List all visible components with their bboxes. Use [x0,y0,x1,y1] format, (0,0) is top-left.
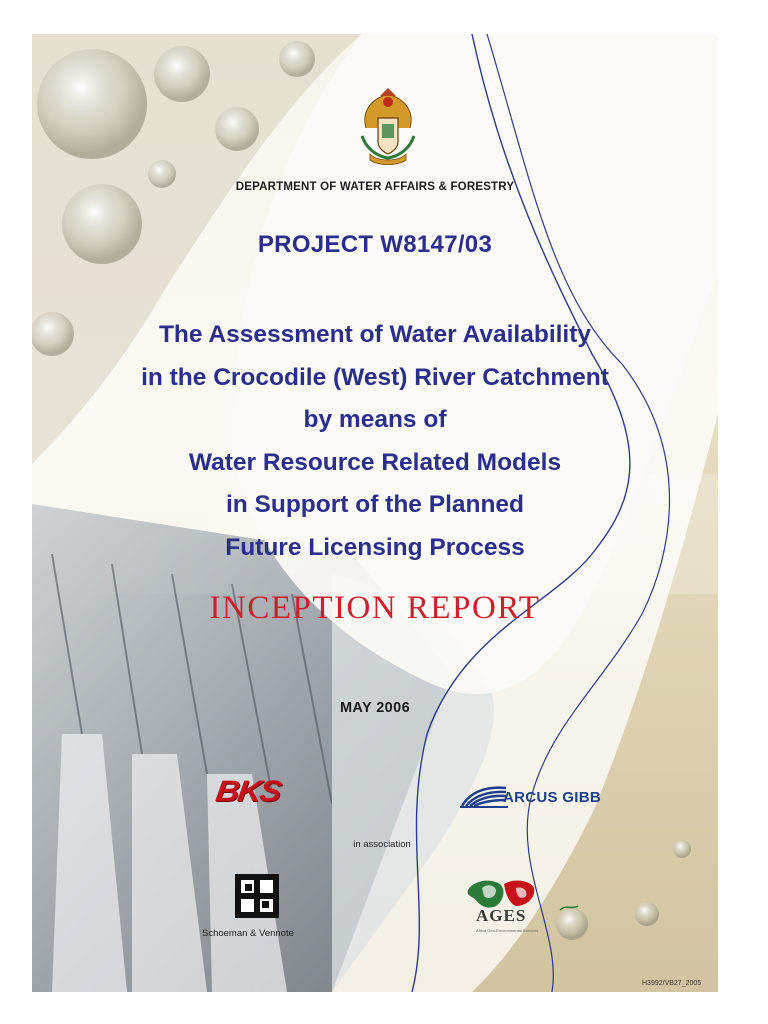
project-number: PROJECT W8147/03 [257,231,493,258]
in-association-label: in association [353,839,411,850]
document-code: H3992/VB27_2005 [642,980,702,987]
report-date: MAY 2006 [339,700,411,716]
title-line: The Assessment of Water Availability [158,321,592,348]
schoeman-vennote-name: Schoeman & Vennote [202,928,294,939]
title-line: in the Crocodile (West) River Catchment [141,363,609,391]
title-line: Water Resource Related Models [188,448,562,476]
schoeman-vennote-icon [235,874,279,918]
title-line: in Support of the Planned [225,491,525,519]
ages-subtitle: Africa Geo-Environmental Services [476,928,539,933]
report-cover [32,34,718,992]
arcus-gibb-swoosh-icon [460,786,508,808]
ages-logo [460,876,590,946]
arcus-gibb-name: ARCUS GIBB [503,789,602,806]
report-title [32,314,718,570]
department-name: DEPARTMENT OF WATER AFFAIRS & FORESTRY [235,181,515,193]
title-line: Future Licensing Process [225,533,525,561]
title-line: by means of [303,406,447,434]
coat-of-arms-icon [356,88,420,166]
report-type-heading: INCEPTION REPORT [209,590,541,626]
bks-logo: BKS [213,773,283,808]
ages-name: AGES [476,906,527,925]
